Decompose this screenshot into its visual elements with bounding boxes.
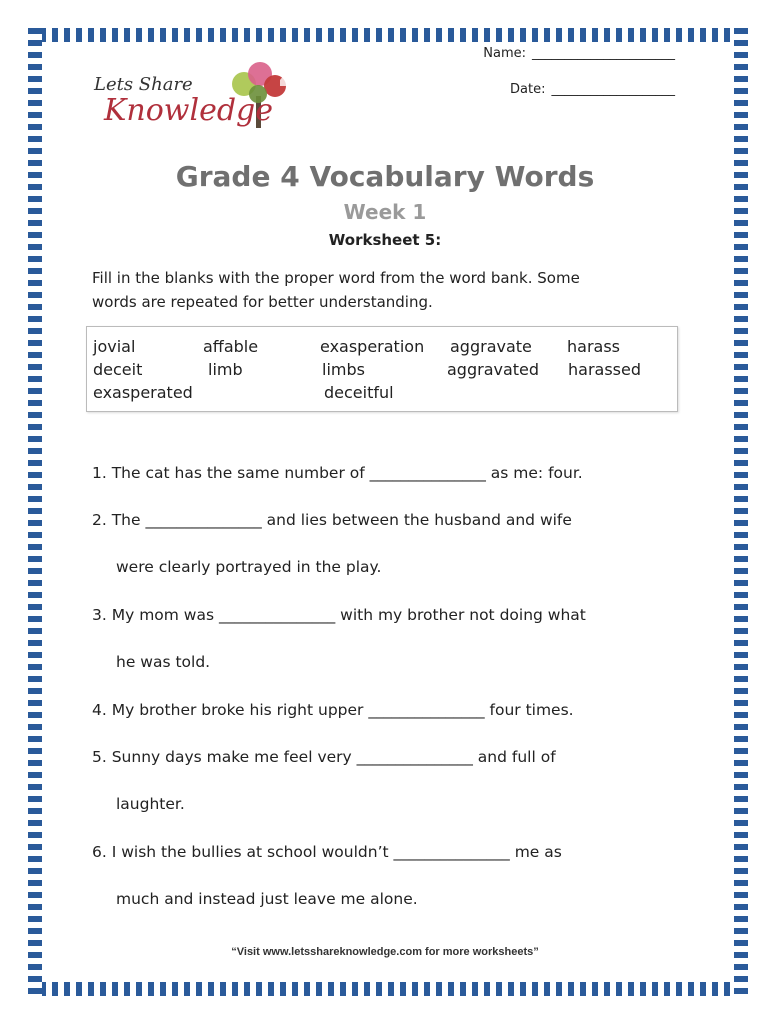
word-bank-item: limb	[208, 360, 243, 379]
question-4[interactable]: 4. My brother broke his right upper _______________ four times.	[92, 701, 574, 719]
question-5-continued: laughter.	[116, 795, 185, 813]
instructions-line-2: words are repeated for better understanding.	[92, 293, 433, 311]
question-6-continued: much and instead just leave me alone.	[116, 890, 418, 908]
word-bank-item: aggravate	[450, 337, 532, 356]
word-bank-item: exasperation	[320, 337, 425, 356]
date-field[interactable]	[483, 82, 675, 118]
question-1[interactable]: 1. The cat has the same number of _______________ as me: four.	[92, 464, 583, 482]
logo-graphic	[80, 58, 310, 138]
question-2[interactable]: 2. The _______________ and lies between the husband and wife	[92, 511, 572, 529]
question-3-continued: he was told.	[116, 653, 211, 671]
date-label: Date:	[510, 82, 546, 97]
word-bank-item: harass	[567, 337, 620, 356]
worksheet-label: Worksheet 5:	[328, 231, 442, 249]
name-label: Name:	[483, 46, 526, 61]
question-5[interactable]: 5. Sunny days make me feel very _______________ and full of	[92, 748, 556, 766]
week-subtitle: Week 1	[343, 200, 427, 224]
date-line[interactable]: ___________________	[551, 82, 675, 97]
page-border-top	[28, 28, 748, 42]
word-bank-item: affable	[203, 337, 259, 356]
name-line[interactable]: ______________________	[532, 46, 675, 61]
instructions	[92, 266, 672, 314]
word-bank-item: deceitful	[324, 383, 394, 402]
name-field[interactable]	[483, 46, 675, 82]
word-bank-item: limbs	[322, 360, 365, 379]
page-title: Grade 4 Vocabulary Words	[175, 160, 595, 193]
logo-line2: Knowledge	[104, 93, 273, 128]
word-bank-item: exasperated	[93, 383, 193, 402]
question-6[interactable]: 6. I wish the bullies at school wouldn’t _______________ me as	[92, 843, 562, 861]
footer-note: “Visit www.letsshareknowledge.com for more worksheets”	[231, 946, 539, 958]
question-2-continued: were clearly portrayed in the play.	[116, 558, 382, 576]
word-bank-item: jovial	[93, 337, 136, 356]
instructions-line-1: Fill in the blanks with the proper word from the word bank. Some	[92, 269, 580, 287]
word-bank-item: harassed	[568, 360, 641, 379]
word-bank-item: aggravated	[447, 360, 540, 379]
word-bank	[86, 326, 678, 412]
header-fields	[483, 46, 675, 118]
lets-share-knowledge-logo	[80, 58, 310, 138]
page-border-bottom	[28, 982, 748, 996]
word-bank-item: deceit	[93, 360, 143, 379]
question-3[interactable]: 3. My mom was _______________ with my brother not doing what	[92, 606, 586, 624]
logo-line1: Lets Share	[94, 74, 193, 95]
